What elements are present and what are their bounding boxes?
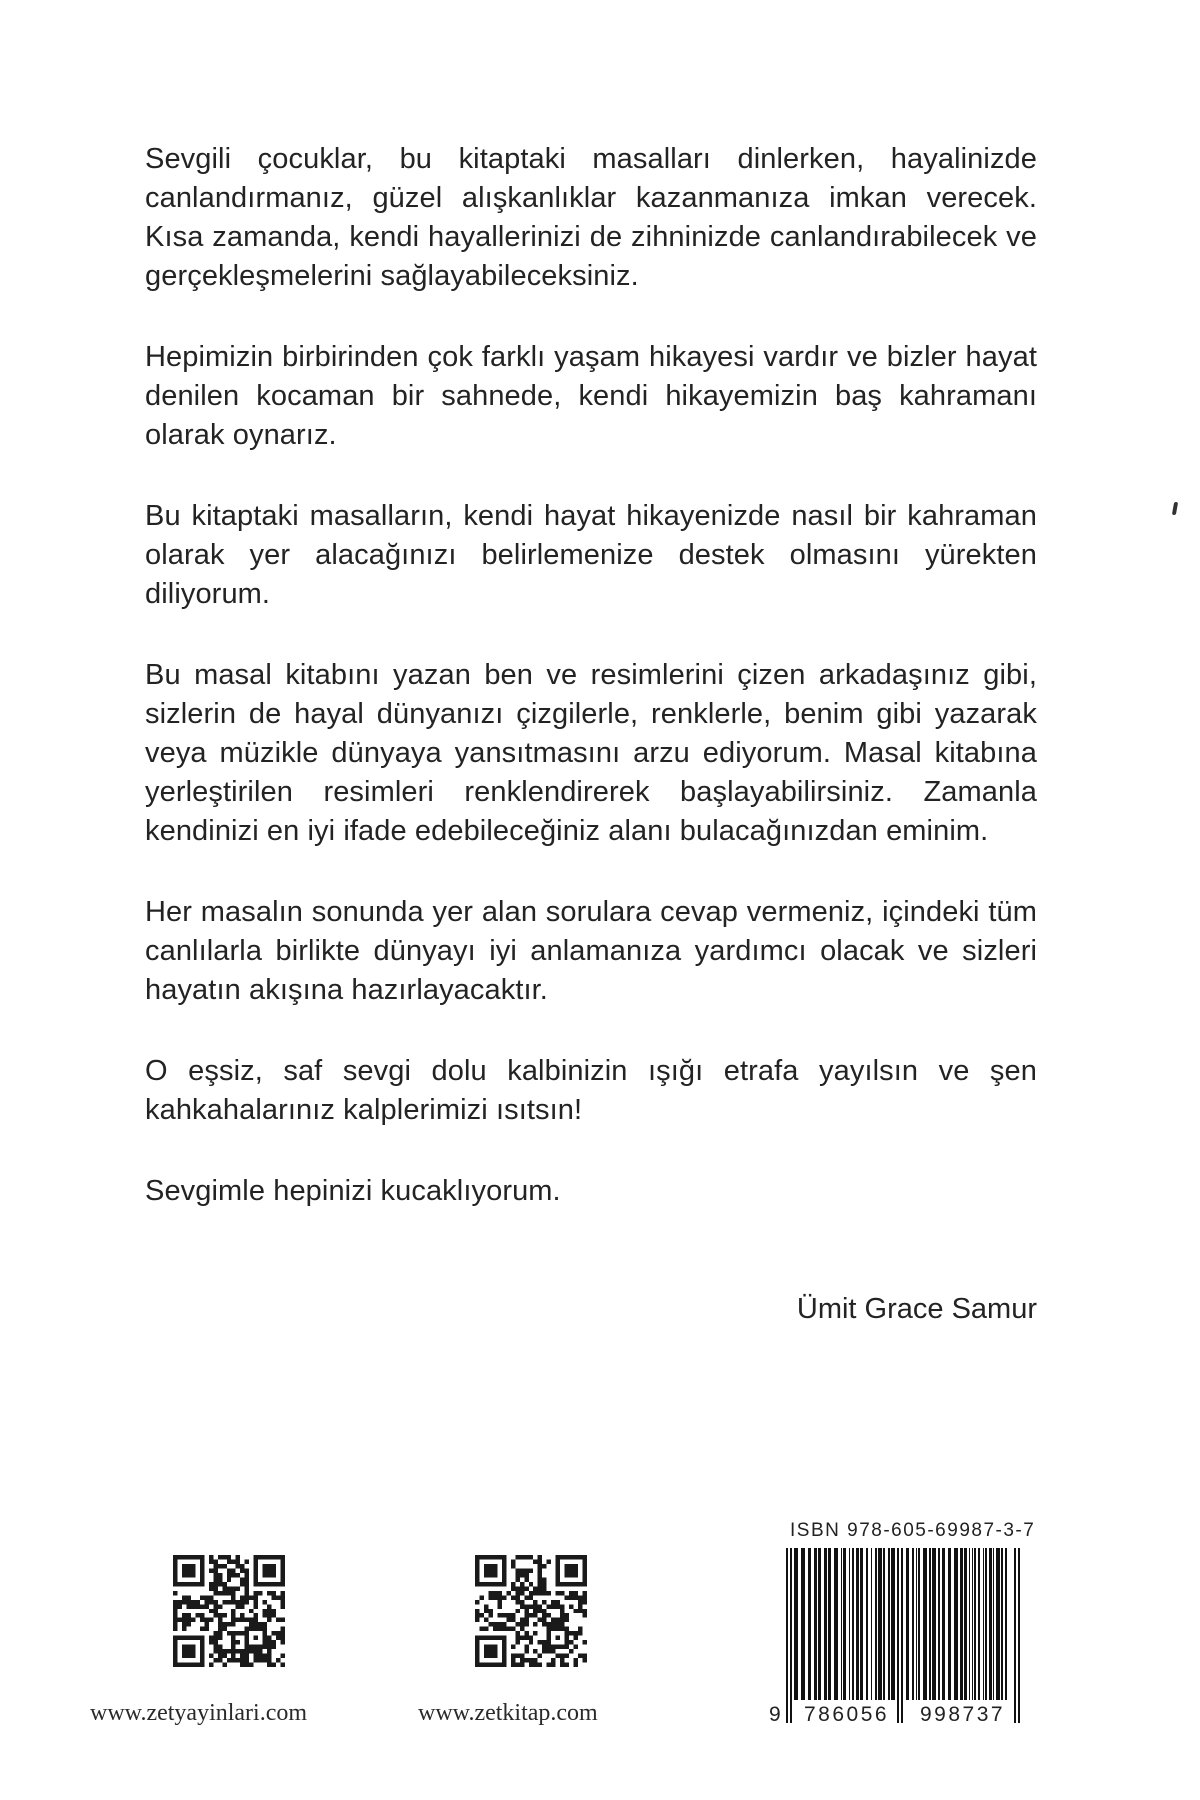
paragraph-3: Bu kitaptaki masalların, kendi hayat hikayenizde nasıl bir kahraman olarak yer alacağınızı belirlemenize destek olmasını yürekten diliyorum. [145, 500, 1037, 610]
barcode-lead-digit: 9 [769, 1703, 781, 1726]
paragraph-5: Her masalın sonunda yer alan sorulara cevap vermeniz, içindeki tüm canlılarla birlikte dünyayı iyi anlamanıza yardımcı olacak ve sizleri hayatın akışına hazırlayacaktır. [145, 896, 1037, 1006]
paragraph-1: Sevgili çocuklar, bu kitaptaki masalları dinlerken, hayalinizde canlandırmanız, güzel alışkanlıklar kazanmanıza imkan verecek. Kısa zamanda, kendi hayallerinizi de zihninizde canlandırabilecek ve gerçekleşmelerini sağlayabileceksiniz. [145, 143, 1037, 292]
qr-code-icon[interactable] [475, 1555, 587, 1667]
barcode-digits-right: 998737 [920, 1703, 1006, 1726]
paragraph-6: O eşsiz, saf sevgi dolu kalbinizin ışığı etrafa yayılsın ve şen kahkahalarınız kalplerimizi ısıtsın! [145, 1055, 1037, 1126]
paragraph-7: Sevgimle hepinizi kucaklıyorum. [145, 1175, 561, 1207]
print-mark [1172, 502, 1178, 515]
website-link-zetkitap[interactable]: www.zetkitap.com [418, 1700, 598, 1726]
barcode-icon [770, 1548, 1032, 1723]
paragraph-4: Bu masal kitabını yazan ben ve resimlerini çizen arkadaşınız gibi, sizlerin de hayal dünyanızı çizgilerle, renklerle, benim gibi yazarak veya müzikle dünyaya yansıtmasını arzu ediyorum. Masal kitabına yerleştirilen resimleri renklendirerek başlayabilirsiniz. Zamanla kendinizi en iyi ifade edebileceğiniz alanı bulacağınızdan eminim. [145, 659, 1037, 847]
website-link-zetyayinlari[interactable]: www.zetyayinlari.com [90, 1700, 308, 1726]
isbn-label: ISBN 978-605-69987-3-7 [790, 1520, 1036, 1541]
barcode-digits-left: 786056 [804, 1703, 890, 1726]
paragraph-2: Hepimizin birbirinden çok farklı yaşam hikayesi vardır ve bizler hayat denilen kocaman bir sahnede, kendi hikayemizin baş kahramanı olarak oynarız. [145, 341, 1037, 451]
message-body [145, 140, 1037, 1253]
qr-code-icon[interactable] [173, 1555, 285, 1667]
author-signature: Ümit Grace Samur [796, 1293, 1037, 1325]
